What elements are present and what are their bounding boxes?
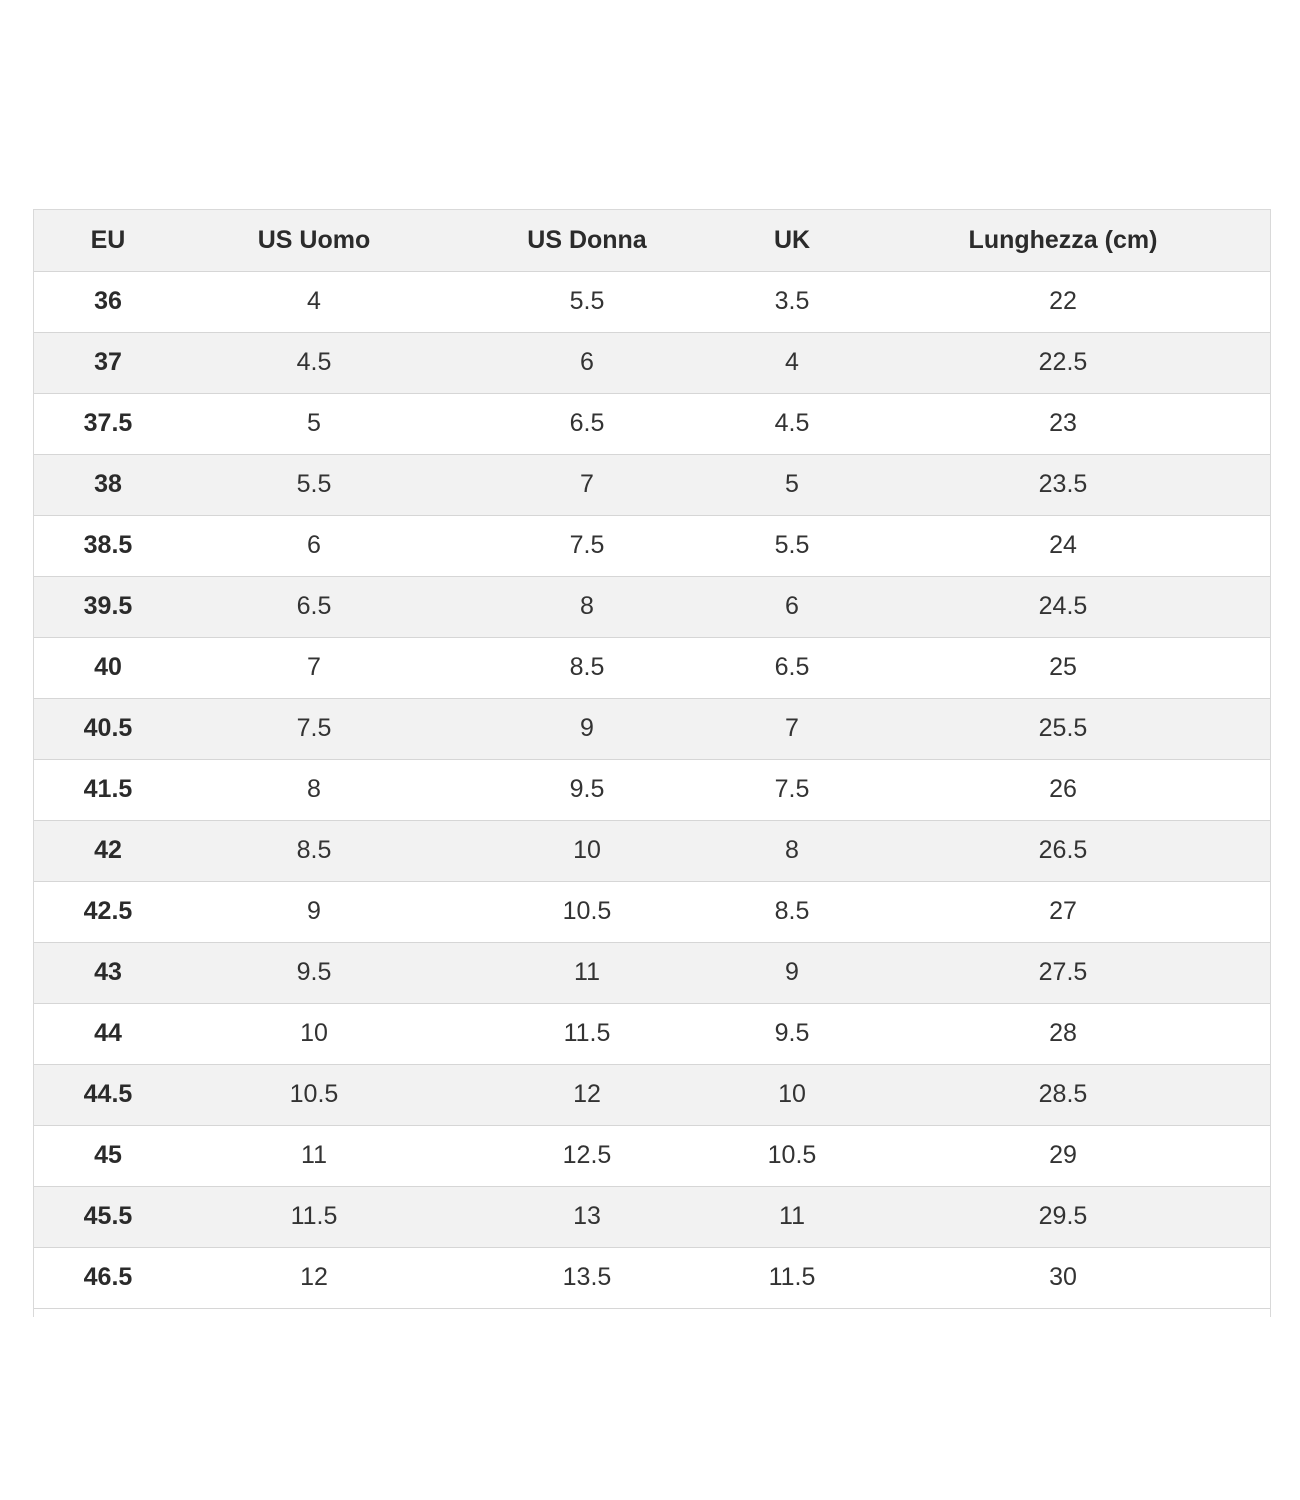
- cell-uk: 5.5: [728, 515, 856, 576]
- cell-uk: 4.5: [728, 393, 856, 454]
- cell-eu: 41.5: [34, 759, 182, 820]
- cell-eu: 37: [34, 332, 182, 393]
- cell-us-uomo: 6: [182, 515, 446, 576]
- cell-us-donna: 5.5: [446, 271, 728, 332]
- cell-lunghezza: 25.5: [856, 698, 1270, 759]
- cell-us-uomo: 11.5: [182, 1186, 446, 1247]
- cell-us-uomo: 8.5: [182, 820, 446, 881]
- cell-uk: 5: [728, 454, 856, 515]
- cell-uk: 11: [728, 1186, 856, 1247]
- header-lunghezza: Lunghezza (cm): [856, 210, 1270, 271]
- cell-us-donna: 9: [446, 698, 728, 759]
- cell-us-donna: 6: [446, 332, 728, 393]
- cell-lunghezza: 29.5: [856, 1186, 1270, 1247]
- cell-lunghezza: 27: [856, 881, 1270, 942]
- size-chart-table: [34, 210, 1270, 1309]
- cell-lunghezza: 28: [856, 1003, 1270, 1064]
- cell-us-uomo: 12: [182, 1247, 446, 1308]
- cell-uk: 10.5: [728, 1125, 856, 1186]
- cell-eu: 38.5: [34, 515, 182, 576]
- cell-eu: 40.5: [34, 698, 182, 759]
- cell-us-uomo: 8: [182, 759, 446, 820]
- table-row: [34, 576, 1270, 637]
- cell-us-uomo: 9.5: [182, 942, 446, 1003]
- size-chart-table-container: [33, 209, 1271, 1317]
- cell-us-donna: 9.5: [446, 759, 728, 820]
- cell-uk: 4: [728, 332, 856, 393]
- cell-uk: 6.5: [728, 637, 856, 698]
- cell-us-uomo: 4: [182, 271, 446, 332]
- cell-lunghezza: 23: [856, 393, 1270, 454]
- cell-uk: 8: [728, 820, 856, 881]
- cell-us-uomo: 7.5: [182, 698, 446, 759]
- cell-lunghezza: 30: [856, 1247, 1270, 1308]
- table-header: [34, 210, 1270, 271]
- cell-eu: 43: [34, 942, 182, 1003]
- cell-us-uomo: 10.5: [182, 1064, 446, 1125]
- cell-eu: 44.5: [34, 1064, 182, 1125]
- cell-lunghezza: 26.5: [856, 820, 1270, 881]
- cell-lunghezza: 28.5: [856, 1064, 1270, 1125]
- table-row: [34, 1247, 1270, 1308]
- table-row: [34, 881, 1270, 942]
- cell-us-uomo: 10: [182, 1003, 446, 1064]
- cell-lunghezza: 24: [856, 515, 1270, 576]
- cell-eu: 46.5: [34, 1247, 182, 1308]
- cell-us-uomo: 11: [182, 1125, 446, 1186]
- cell-eu: 39.5: [34, 576, 182, 637]
- cell-us-donna: 6.5: [446, 393, 728, 454]
- cell-lunghezza: 27.5: [856, 942, 1270, 1003]
- cell-eu: 44: [34, 1003, 182, 1064]
- table-row: [34, 820, 1270, 881]
- cell-us-uomo: 9: [182, 881, 446, 942]
- cell-lunghezza: 22: [856, 271, 1270, 332]
- cell-us-donna: 8: [446, 576, 728, 637]
- cell-us-donna: 13.5: [446, 1247, 728, 1308]
- cell-lunghezza: 22.5: [856, 332, 1270, 393]
- cell-uk: 11.5: [728, 1247, 856, 1308]
- cell-us-donna: 12.5: [446, 1125, 728, 1186]
- cell-us-donna: 10.5: [446, 881, 728, 942]
- cell-us-donna: 7.5: [446, 515, 728, 576]
- cell-uk: 10: [728, 1064, 856, 1125]
- cell-us-uomo: 6.5: [182, 576, 446, 637]
- table-row: [34, 1064, 1270, 1125]
- cell-eu: 45: [34, 1125, 182, 1186]
- cell-uk: 9.5: [728, 1003, 856, 1064]
- cell-lunghezza: 29: [856, 1125, 1270, 1186]
- cell-us-donna: 11: [446, 942, 728, 1003]
- table-row: [34, 1186, 1270, 1247]
- table-row: [34, 393, 1270, 454]
- table-row: [34, 332, 1270, 393]
- table-row: [34, 942, 1270, 1003]
- header-us-uomo: US Uomo: [182, 210, 446, 271]
- cell-eu: 36: [34, 271, 182, 332]
- cell-eu: 38: [34, 454, 182, 515]
- header-eu: EU: [34, 210, 182, 271]
- cell-uk: 6: [728, 576, 856, 637]
- table-row: [34, 454, 1270, 515]
- cell-eu: 42.5: [34, 881, 182, 942]
- cell-uk: 9: [728, 942, 856, 1003]
- cell-uk: 7: [728, 698, 856, 759]
- cell-eu: 40: [34, 637, 182, 698]
- cell-eu: 45.5: [34, 1186, 182, 1247]
- cell-lunghezza: 23.5: [856, 454, 1270, 515]
- cell-uk: 8.5: [728, 881, 856, 942]
- cell-us-donna: 8.5: [446, 637, 728, 698]
- cell-us-donna: 7: [446, 454, 728, 515]
- table-row: [34, 1003, 1270, 1064]
- table-row: [34, 1125, 1270, 1186]
- table-row: [34, 515, 1270, 576]
- table-row: [34, 759, 1270, 820]
- header-us-donna: US Donna: [446, 210, 728, 271]
- cell-us-uomo: 4.5: [182, 332, 446, 393]
- cell-us-uomo: 7: [182, 637, 446, 698]
- header-row: [34, 210, 1270, 271]
- table-body: [34, 271, 1270, 1308]
- cell-lunghezza: 25: [856, 637, 1270, 698]
- cell-us-uomo: 5: [182, 393, 446, 454]
- cell-uk: 3.5: [728, 271, 856, 332]
- cell-us-donna: 10: [446, 820, 728, 881]
- header-uk: UK: [728, 210, 856, 271]
- cell-lunghezza: 26: [856, 759, 1270, 820]
- cell-us-donna: 11.5: [446, 1003, 728, 1064]
- cell-lunghezza: 24.5: [856, 576, 1270, 637]
- cell-eu: 42: [34, 820, 182, 881]
- table-row: [34, 637, 1270, 698]
- table-row: [34, 698, 1270, 759]
- cell-eu: 37.5: [34, 393, 182, 454]
- cell-us-donna: 13: [446, 1186, 728, 1247]
- cell-uk: 7.5: [728, 759, 856, 820]
- table-row: [34, 271, 1270, 332]
- cell-us-donna: 12: [446, 1064, 728, 1125]
- cell-us-uomo: 5.5: [182, 454, 446, 515]
